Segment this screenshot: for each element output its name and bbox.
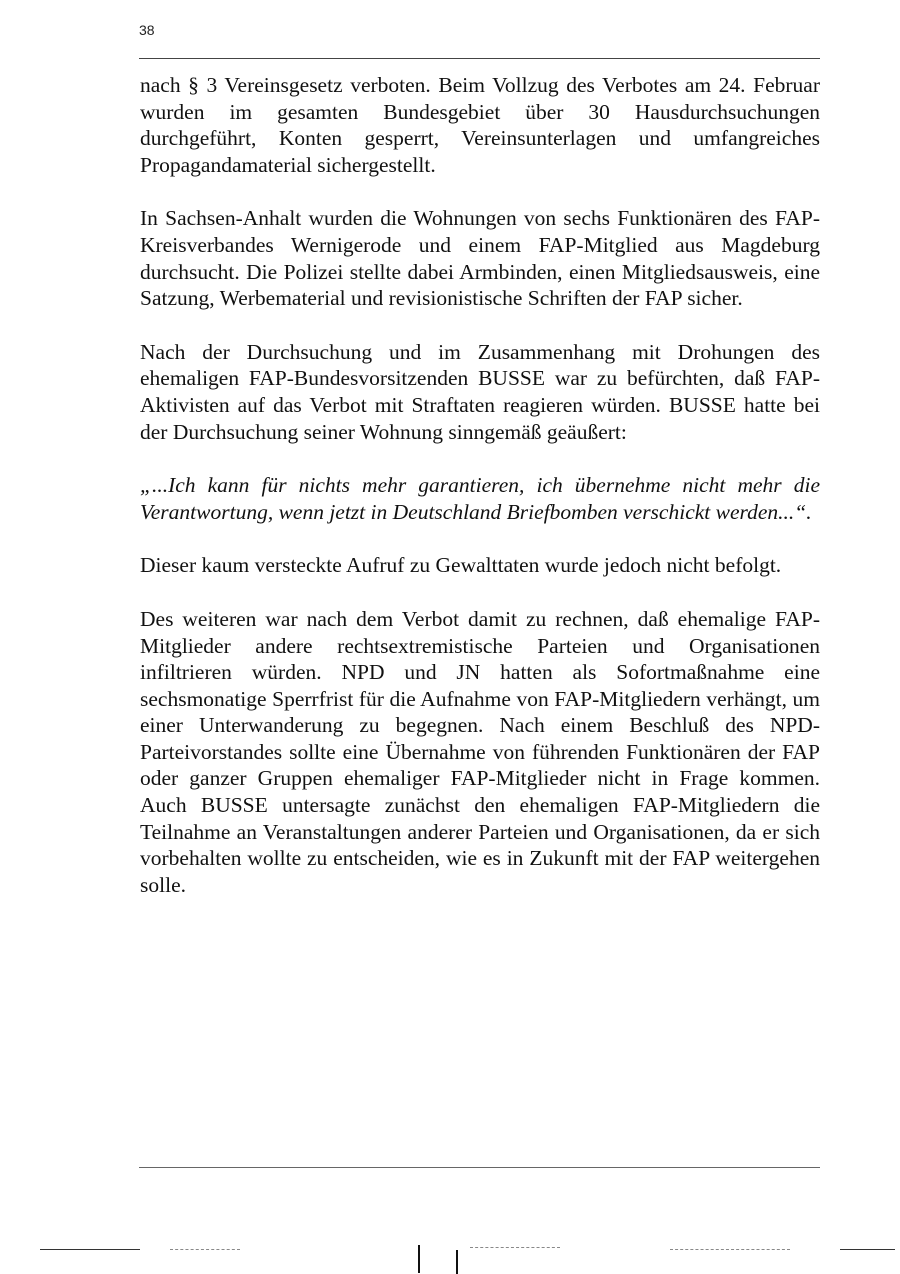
document-body: [140, 72, 820, 898]
scan-artifact-line: [40, 1249, 140, 1250]
paragraph-vereinsgesetz: nach § 3 Vereinsgesetz verboten. Beim Vollzug des Verbotes am 24. Februar wurden im gesamten Bundesgebiet über 30 Hausdurchsuchungen durchgeführt, Konten gesperrt, Vereinsunterlagen und umfangreiches Propagandamaterial sichergestellt.: [140, 73, 820, 177]
scan-artifact-line: [170, 1249, 240, 1250]
page-number: 38: [139, 22, 155, 38]
paragraph-aufruf: Dieser kaum versteckte Aufruf zu Gewalttaten wurde jedoch nicht befolgt.: [140, 553, 782, 578]
header-rule: [139, 58, 820, 59]
paragraph-sachsen-anhalt: In Sachsen-Anhalt wurden die Wohnungen von sechs Funktionären des FAP-Kreisverbandes Wernigerode und einem FAP-Mitglied aus Magdeburg durchsucht. Die Polizei stellte dabei Armbinden, einen Mitgliedsausweis, eine Satzung, Werbematerial und revisionistische Schriften der FAP sicher.: [140, 206, 820, 311]
paragraph-infiltration: Des weiteren war nach dem Verbot damit zu rechnen, daß ehemalige FAP-Mitglieder andere rechtsextremistische Parteien und Organisationen infiltrieren würden. NPD und JN hatten als Sofortmaßnahme eine sechsmonatige Sperrfrist für die Aufnahme von FAP-Mitgliedern verhängt, um einer Unterwanderung zu begegnen. Nach einem Beschluß des NPD-Parteivorstandes sollte eine Übernahme von führenden Funktionären der FAP oder ganzer Gruppen ehemaliger FAP-Mitglieder nicht in Frage kommen. Auch BUSSE untersagte zunächst den ehemaligen FAP-Mitgliedern die Teilnahme an Veranstaltungen anderer Parteien und Organisationen, da er sich vorbehalten wollte zu entscheiden, wie es in Zukunft mit der FAP weitergehen solle.: [140, 606, 820, 897]
scan-artifact-mark: [456, 1250, 458, 1274]
scan-artifact-line: [470, 1247, 560, 1248]
block-quote: „...Ich kann für nichts mehr garantieren, ich übernehme nicht mehr die Verantwortung, wenn jetzt in Deutschland Briefbomben verschickt werden...“.: [140, 473, 820, 524]
scan-artifact-line: [840, 1249, 895, 1250]
scan-artifact-mark: [418, 1245, 420, 1273]
footer-rule: [139, 1167, 820, 1168]
scan-artifact-line: [670, 1249, 790, 1250]
paragraph-durchsuchung: Nach der Durchsuchung und im Zusammenhang mit Drohungen des ehemaligen FAP-Bundesvorsitzenden BUSSE war zu befürchten, daß FAP-Aktivisten auf das Verbot mit Straftaten reagieren würden. BUSSE hatte bei der Durchsuchung seiner Wohnung sinngemäß geäußert:: [140, 339, 820, 444]
